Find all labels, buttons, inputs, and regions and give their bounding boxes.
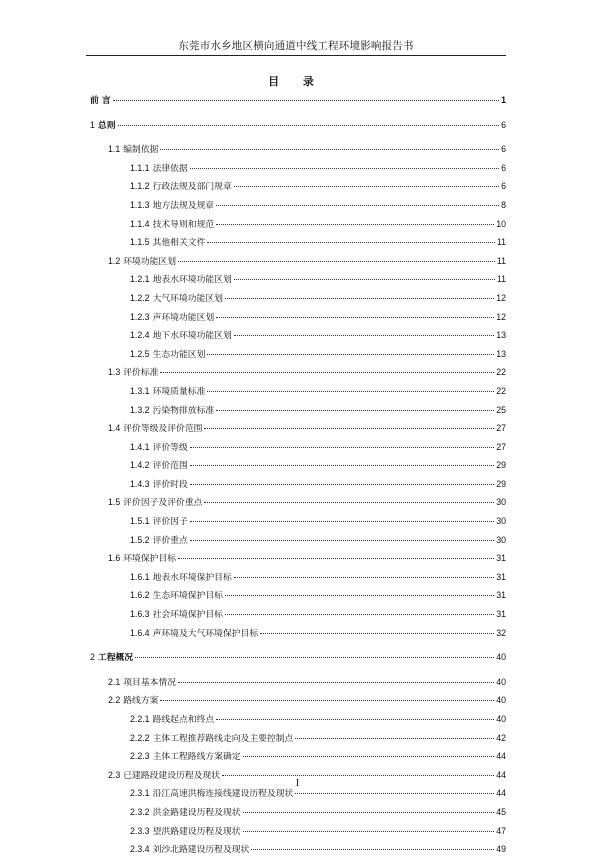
toc-entry-page: 40 [496,652,506,663]
toc-entry[interactable] [86,458,506,477]
dot-leader [216,205,499,206]
dot-leader [207,242,494,243]
dot-leader [260,633,494,634]
toc-entry-number: 1.4.1 [130,441,150,452]
toc-entry[interactable] [86,384,506,403]
toc-entry[interactable] [86,254,506,273]
toc-entry-title: 工程概况 [97,652,134,663]
dot-leader [135,657,494,658]
page-number: I [295,778,300,789]
dot-leader [225,298,494,299]
toc-entry[interactable] [86,731,506,750]
dot-leader [234,335,494,336]
toc-entry-page: 42 [496,732,506,743]
toc-entry-title: 技术导则和规范 [152,219,215,230]
toc-entry-title: 洪金路建设历程及现状 [152,807,241,818]
toc-entry[interactable] [86,749,506,768]
dot-leader [216,410,494,411]
toc-entry[interactable] [86,403,506,422]
toc-entry-title: 生态功能区划 [152,349,206,360]
toc-entry-page: 30 [496,497,506,508]
dot-leader [160,700,494,701]
toc-entry-number: 1.6 [108,553,121,564]
dot-leader [118,125,500,126]
toc-entry-preface[interactable] [86,93,506,112]
toc-entry-title: 环境功能区划 [123,256,177,267]
toc-entry-page: 13 [496,330,506,341]
toc-entry-page: 44 [496,788,506,799]
toc-entry-page: 31 [496,571,506,582]
toc-entry-page: 11 [496,274,506,285]
toc-entry-number: 1.5 [108,497,121,508]
toc-entry[interactable] [86,235,506,254]
toc-entry-title: 沿江高速洪梅连接线建设历程及现状 [152,789,294,800]
toc-entry-number: 2.2.1 [130,714,150,724]
dot-leader [190,484,494,485]
dot-leader [207,354,494,355]
toc-entry-title: 路线起点和终点 [152,715,215,725]
toc-entry-page: 25 [496,404,506,415]
dot-leader [207,391,494,392]
dot-leader [216,317,494,318]
toc-entry[interactable] [86,712,506,731]
toc-entry-number: 1.1.4 [130,218,150,229]
dot-leader [190,521,494,522]
toc-entry-title: 评价等级及评价范围 [123,424,203,435]
toc-entry-title: 社会环境保护目标 [152,610,223,621]
toc-entry-title: 污染物排放标准 [152,405,215,416]
toc-entry-number: 1.6.4 [130,627,150,638]
toc-entry[interactable] [86,179,506,198]
toc-entry-title: 声环境功能区划 [152,312,215,323]
toc-entry-number: 2.3.3 [130,825,150,836]
toc-entry-title: 已建路段建设历程及现状 [123,770,221,781]
toc-entry-number: 2.2.2 [130,732,150,743]
toc-entry[interactable] [86,328,506,347]
toc-entry-title: 地表水环境功能区划 [152,275,232,286]
toc-entry-page: 27 [496,423,506,434]
toc-entry-number: 1.5.1 [130,516,150,527]
toc-entry[interactable] [86,607,506,626]
toc-entry-page: 31 [496,609,506,620]
toc-entry-number: 2.3 [108,769,121,780]
toc-entry-title: 行政法规及部门规章 [152,182,232,193]
toc-entry-title: 生态环境保护目标 [152,591,223,602]
toc-entry-number: 1.1.1 [130,162,150,173]
toc-entry-title: 法律依据 [152,163,188,174]
toc-entry-title: 声环境及大气环境保护目标 [152,628,259,639]
toc-entry-number: 1.2.2 [130,292,150,303]
toc-entry-title: 评价因子 [152,517,188,528]
toc-entry-title: 评价等级 [152,442,188,453]
dot-leader [243,756,495,757]
toc-title: 目 录 [268,75,324,88]
toc-entry-page: 1 [501,95,506,105]
toc-entry-number: 1.2 [108,255,121,266]
toc-entry-number: 2.2 [108,695,121,706]
toc-entry-number: 2 [90,652,95,663]
toc-entry-page: 31 [496,553,506,564]
toc-entry-title: 评价标准 [123,368,159,379]
toc-entry-number: 1.2.3 [130,311,150,322]
dot-leader [190,168,499,169]
toc-entry-page: 6 [501,162,506,173]
dot-leader [113,100,499,101]
dot-leader [222,775,494,776]
toc-entry-number: 1.1.2 [130,181,150,192]
toc-entry[interactable] [86,421,506,440]
toc-entry-page: 22 [496,367,506,378]
toc-entry-number: 1.6.3 [130,609,150,620]
dot-leader [234,186,499,187]
toc-entry-number: 1.4.3 [130,478,150,489]
toc-entry-page: 40 [496,676,506,687]
toc-entry-number: 1.3 [108,367,121,378]
toc-entry-number: 1.6.1 [130,571,150,582]
toc-entry-title: 评价重点 [152,535,188,546]
toc-entry-page: 27 [496,441,506,452]
toc-entry-title: 总则 [97,119,116,130]
toc-entry[interactable] [86,675,506,694]
toc-entry[interactable] [86,786,506,805]
toc-entry[interactable] [86,198,506,217]
toc-entry-title: 环境质量标准 [152,386,206,397]
toc-entry-number: 1.1.5 [130,237,150,248]
toc-entry-chapter-2[interactable] [86,650,506,669]
toc-entry-page: 12 [496,292,506,303]
toc-entry-number: 1 [90,119,95,130]
toc-entry[interactable] [86,161,506,180]
toc-entry-number: 2.2.3 [130,751,150,762]
toc-entry[interactable] [86,272,506,291]
dot-leader [216,224,494,225]
toc-entry-number: 2.3.4 [130,844,150,855]
dot-leader [243,831,495,832]
dot-leader [190,540,494,541]
toc-entry[interactable] [86,310,506,329]
toc-entry-title: 其他相关文件 [152,238,206,249]
toc-entry-page: 8 [501,199,506,210]
toc-entry-page: 11 [496,255,506,266]
toc-entry-page: 30 [496,534,506,545]
toc-entry-chapter-1[interactable] [86,118,506,137]
toc-entry[interactable] [86,824,506,843]
dot-leader [178,558,494,559]
toc-entry-page: 32 [496,627,506,638]
toc-entry-title: 地表水环境保护目标 [152,572,232,583]
dot-leader [225,595,494,596]
toc-entry-number: 1.1.3 [130,199,150,210]
toc-entry-title: 主体工程路线方案确定 [152,752,241,763]
dot-leader [216,719,494,720]
toc-entry[interactable] [86,693,506,712]
toc-entry-page: 30 [496,516,506,527]
toc-entry-title: 地方法规及规章 [152,200,215,211]
header-rule [86,55,506,56]
toc-entry-page: 40 [496,695,506,706]
dot-leader [178,261,495,262]
toc-entry-page: 44 [496,751,506,762]
toc-entry-title: 环境保护目标 [123,554,177,565]
toc-entry[interactable] [86,347,506,366]
table-of-contents [86,93,506,861]
toc-entry-page: 13 [496,348,506,359]
toc-entry-page: 44 [496,769,506,780]
dot-leader [204,428,494,429]
toc-entry[interactable] [86,440,506,459]
toc-entry[interactable] [86,842,506,861]
toc-entry-number: 1.2.4 [130,330,150,341]
toc-entry-number: 1.2.5 [130,348,150,359]
toc-entry[interactable] [86,626,506,645]
dot-leader [160,372,494,373]
toc-entry-page: 12 [496,311,506,322]
toc-entry-title: 评价时段 [152,479,188,490]
toc-entry-title: 项目基本情况 [123,677,177,688]
toc-entry-title: 刘沙北路建设历程及现状 [152,845,250,856]
toc-entry-title: 主体工程推荐路线走向及主要控制点 [152,733,294,744]
toc-entry-title: 前 言 [90,96,111,106]
toc-entry-title: 大气环境功能区划 [152,293,223,304]
toc-entry-page: 31 [496,590,506,601]
dot-leader [234,279,495,280]
toc-entry[interactable] [86,551,506,570]
toc-entry-page: 29 [496,460,506,471]
toc-entry[interactable] [86,805,506,824]
dot-leader [295,738,494,739]
toc-entry-number: 1.2.1 [130,274,150,285]
dot-leader [243,812,495,813]
toc-entry[interactable] [86,533,506,552]
toc-entry-page: 49 [496,844,506,855]
toc-entry-title: 评价范围 [152,461,188,472]
toc-entry-page: 22 [496,385,506,396]
toc-entry[interactable] [86,570,506,589]
running-header: 东莞市水乡地区横向通道中线工程环境影响报告书 [178,40,414,52]
toc-entry-page: 11 [496,237,506,248]
dot-leader [234,577,494,578]
toc-entry[interactable] [86,365,506,384]
dot-leader [178,682,494,683]
dot-leader [295,793,494,794]
toc-entry[interactable] [86,588,506,607]
dot-leader [190,465,494,466]
toc-entry-page: 29 [496,478,506,489]
toc-entry-number: 1.1 [108,144,121,155]
toc-entry-page: 6 [501,144,506,155]
toc-entry[interactable] [86,477,506,496]
toc-entry[interactable] [86,142,506,161]
dot-leader [190,447,494,448]
toc-entry[interactable] [86,495,506,514]
dot-leader [251,849,494,850]
toc-entry-number: 1.6.2 [130,590,150,601]
toc-entry-page: 10 [496,218,506,229]
toc-entry-number: 2.3.2 [130,806,150,817]
dot-leader [160,149,499,150]
toc-entry-title: 地下水环境功能区划 [152,331,232,342]
toc-entry[interactable] [86,514,506,533]
toc-entry-page: 6 [501,181,506,192]
toc-entry-title: 望洪路建设历程及现状 [152,826,241,837]
toc-entry-number: 1.5.2 [130,534,150,545]
toc-entry-number: 1.4.2 [130,460,150,471]
toc-entry-page: 6 [501,119,506,130]
dot-leader [204,502,494,503]
toc-entry[interactable] [86,217,506,236]
toc-entry-title: 路线方案 [123,696,159,707]
toc-entry-page: 47 [496,825,506,836]
toc-entry-page: 40 [496,714,506,724]
dot-leader [225,614,494,615]
toc-entry-page: 45 [496,806,506,817]
toc-entry-number: 2.1 [108,676,121,687]
toc-entry-number: 2.3.1 [130,788,150,799]
toc-entry-number: 1.3.2 [130,404,150,415]
toc-entry[interactable] [86,291,506,310]
toc-entry-title: 编制依据 [123,145,159,156]
toc-entry-number: 1.3.1 [130,385,150,396]
toc-entry-number: 1.4 [108,423,121,434]
toc-entry-title: 评价因子及评价重点 [123,498,203,509]
